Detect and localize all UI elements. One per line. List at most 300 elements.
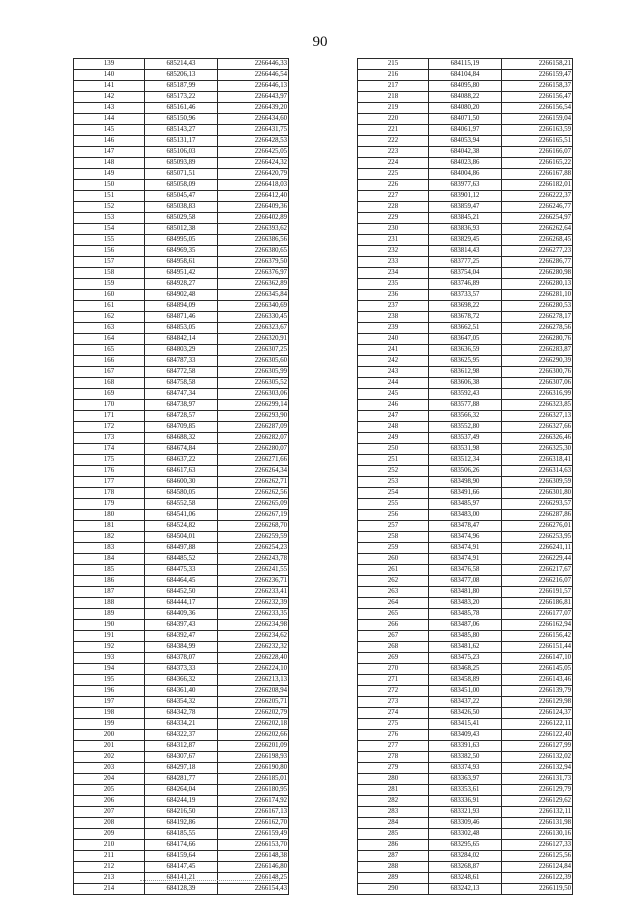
x-coordinate-cell: 684307,67 [145, 752, 218, 763]
point-number-cell: 213 [74, 873, 145, 884]
y-coordinate-cell: 2266154,43 [218, 884, 289, 895]
table-row [74, 268, 289, 279]
x-coordinate-cell: 684397,43 [145, 620, 218, 631]
point-number-cell: 214 [74, 884, 145, 895]
point-number-cell: 249 [358, 433, 429, 444]
y-coordinate-cell: 2266309,59 [502, 477, 573, 488]
table-row [358, 444, 573, 455]
table-row [74, 147, 289, 158]
x-coordinate-cell: 684061,97 [429, 125, 502, 136]
x-coordinate-cell: 683537,49 [429, 433, 502, 444]
y-coordinate-cell: 2266132,11 [502, 807, 573, 818]
y-coordinate-cell: 2266198,93 [218, 752, 289, 763]
x-coordinate-cell: 684728,57 [145, 411, 218, 422]
table-row [74, 829, 289, 840]
point-number-cell: 185 [74, 565, 145, 576]
y-coordinate-cell: 2266282,07 [218, 433, 289, 444]
table-row [74, 400, 289, 411]
x-coordinate-cell: 685029,58 [145, 213, 218, 224]
point-number-cell: 273 [358, 697, 429, 708]
x-coordinate-cell: 684192,86 [145, 818, 218, 829]
table-row [74, 565, 289, 576]
point-number-cell: 190 [74, 620, 145, 631]
table-row [74, 345, 289, 356]
point-number-cell: 224 [358, 158, 429, 169]
point-number-cell: 244 [358, 378, 429, 389]
x-coordinate-cell: 685150,96 [145, 114, 218, 125]
y-coordinate-cell: 2266185,01 [218, 774, 289, 785]
y-coordinate-cell: 2266326,46 [502, 433, 573, 444]
x-coordinate-cell: 683483,20 [429, 598, 502, 609]
point-number-cell: 220 [358, 114, 429, 125]
y-coordinate-cell: 2266167,88 [502, 169, 573, 180]
table-row [74, 851, 289, 862]
table-row [74, 323, 289, 334]
x-coordinate-cell: 683476,58 [429, 565, 502, 576]
x-coordinate-cell: 683302,48 [429, 829, 502, 840]
y-coordinate-cell: 2266147,10 [502, 653, 573, 664]
table-row [358, 290, 573, 301]
y-coordinate-cell: 2266182,01 [502, 180, 573, 191]
table-row [358, 92, 573, 103]
table-row [358, 356, 573, 367]
table-row [74, 422, 289, 433]
y-coordinate-cell: 2266132,94 [502, 763, 573, 774]
point-number-cell: 278 [358, 752, 429, 763]
page-number: 90 [312, 34, 328, 50]
x-coordinate-cell: 683478,47 [429, 521, 502, 532]
point-number-cell: 155 [74, 235, 145, 246]
point-number-cell: 144 [74, 114, 145, 125]
table-row [74, 202, 289, 213]
point-number-cell: 259 [358, 543, 429, 554]
x-coordinate-cell: 683485,97 [429, 499, 502, 510]
x-coordinate-cell: 684147,45 [145, 862, 218, 873]
y-coordinate-cell: 2266280,76 [502, 334, 573, 345]
table-row [74, 741, 289, 752]
point-number-cell: 208 [74, 818, 145, 829]
x-coordinate-cell: 683485,80 [429, 631, 502, 642]
x-coordinate-cell: 684004,86 [429, 169, 502, 180]
x-coordinate-cell: 683363,97 [429, 774, 502, 785]
point-number-cell: 194 [74, 664, 145, 675]
x-coordinate-cell: 684674,84 [145, 444, 218, 455]
x-coordinate-cell: 685161,46 [145, 103, 218, 114]
point-number-cell: 271 [358, 675, 429, 686]
point-number-cell: 158 [74, 268, 145, 279]
point-number-cell: 251 [358, 455, 429, 466]
y-coordinate-cell: 2266434,60 [218, 114, 289, 125]
coordinates-table-left-body [74, 59, 289, 895]
coordinates-table-right [357, 58, 573, 895]
y-coordinate-cell: 2266122,11 [502, 719, 573, 730]
table-row [358, 807, 573, 818]
y-coordinate-cell: 2266320,91 [218, 334, 289, 345]
x-coordinate-cell: 684174,66 [145, 840, 218, 851]
y-coordinate-cell: 2266162,94 [502, 620, 573, 631]
point-number-cell: 228 [358, 202, 429, 213]
table-row [358, 422, 573, 433]
x-coordinate-cell: 683754,04 [429, 268, 502, 279]
x-coordinate-cell: 683698,22 [429, 301, 502, 312]
y-coordinate-cell: 2266446,54 [218, 70, 289, 81]
y-coordinate-cell: 2266148,38 [218, 851, 289, 862]
y-coordinate-cell: 2266243,78 [218, 554, 289, 565]
y-coordinate-cell: 2266439,20 [218, 103, 289, 114]
point-number-cell: 187 [74, 587, 145, 598]
y-coordinate-cell: 2266224,10 [218, 664, 289, 675]
table-row [74, 257, 289, 268]
y-coordinate-cell: 2266236,71 [218, 576, 289, 587]
point-number-cell: 275 [358, 719, 429, 730]
table-row [358, 543, 573, 554]
table-row [358, 741, 573, 752]
point-number-cell: 151 [74, 191, 145, 202]
point-number-cell: 199 [74, 719, 145, 730]
x-coordinate-cell: 684803,29 [145, 345, 218, 356]
y-coordinate-cell: 2266318,41 [502, 455, 573, 466]
x-coordinate-cell: 684366,32 [145, 675, 218, 686]
y-coordinate-cell: 2266271,66 [218, 455, 289, 466]
table-row [358, 862, 573, 873]
y-coordinate-cell: 2266380,65 [218, 246, 289, 257]
table-row [74, 675, 289, 686]
y-coordinate-cell: 2266259,59 [218, 532, 289, 543]
y-coordinate-cell: 2266305,60 [218, 356, 289, 367]
y-coordinate-cell: 2266122,40 [502, 730, 573, 741]
x-coordinate-cell: 684709,85 [145, 422, 218, 433]
x-coordinate-cell: 684378,07 [145, 653, 218, 664]
point-number-cell: 279 [358, 763, 429, 774]
table-row [74, 224, 289, 235]
point-number-cell: 204 [74, 774, 145, 785]
y-coordinate-cell: 2266325,30 [502, 444, 573, 455]
table-row [74, 356, 289, 367]
table-row [358, 598, 573, 609]
x-coordinate-cell: 683636,59 [429, 345, 502, 356]
x-coordinate-cell: 683859,47 [429, 202, 502, 213]
point-number-cell: 256 [358, 510, 429, 521]
x-coordinate-cell: 683474,91 [429, 543, 502, 554]
table-row [74, 378, 289, 389]
table-row [358, 323, 573, 334]
point-number-cell: 246 [358, 400, 429, 411]
y-coordinate-cell: 2266446,13 [218, 81, 289, 92]
point-number-cell: 159 [74, 279, 145, 290]
table-row [74, 499, 289, 510]
point-number-cell: 212 [74, 862, 145, 873]
y-coordinate-cell: 2266216,07 [502, 576, 573, 587]
y-coordinate-cell: 2266119,50 [502, 884, 573, 895]
point-number-cell: 284 [358, 818, 429, 829]
table-row [74, 554, 289, 565]
y-coordinate-cell: 2266129,79 [502, 785, 573, 796]
table-row [358, 620, 573, 631]
footer-divider [140, 880, 280, 881]
y-coordinate-cell: 2266301,80 [502, 488, 573, 499]
x-coordinate-cell: 683592,43 [429, 389, 502, 400]
x-coordinate-cell: 684524,82 [145, 521, 218, 532]
y-coordinate-cell: 2266241,55 [218, 565, 289, 576]
table-row [358, 191, 573, 202]
table-row [74, 774, 289, 785]
table-row [358, 246, 573, 257]
table-row [358, 642, 573, 653]
table-row [358, 631, 573, 642]
point-number-cell: 274 [358, 708, 429, 719]
y-coordinate-cell: 2266299,14 [218, 400, 289, 411]
table-row [74, 191, 289, 202]
table-row [358, 103, 573, 114]
y-coordinate-cell: 2266158,37 [502, 81, 573, 92]
table-row [74, 444, 289, 455]
y-coordinate-cell: 2266300,76 [502, 367, 573, 378]
x-coordinate-cell: 683248,61 [429, 873, 502, 884]
x-coordinate-cell: 684747,34 [145, 389, 218, 400]
table-row [358, 532, 573, 543]
point-number-cell: 205 [74, 785, 145, 796]
point-number-cell: 257 [358, 521, 429, 532]
point-number-cell: 179 [74, 499, 145, 510]
x-coordinate-cell: 684104,84 [429, 70, 502, 81]
x-coordinate-cell: 683475,23 [429, 653, 502, 664]
point-number-cell: 211 [74, 851, 145, 862]
table-row [358, 708, 573, 719]
point-number-cell: 139 [74, 59, 145, 70]
table-row [74, 246, 289, 257]
y-coordinate-cell: 2266229,44 [502, 554, 573, 565]
table-row [358, 125, 573, 136]
coordinates-table-right-body [358, 59, 573, 895]
point-number-cell: 290 [358, 884, 429, 895]
x-coordinate-cell: 683647,05 [429, 334, 502, 345]
point-number-cell: 196 [74, 686, 145, 697]
table-row [74, 312, 289, 323]
point-number-cell: 177 [74, 477, 145, 488]
table-row [358, 400, 573, 411]
point-number-cell: 282 [358, 796, 429, 807]
x-coordinate-cell: 683746,89 [429, 279, 502, 290]
point-number-cell: 286 [358, 840, 429, 851]
y-coordinate-cell: 2266254,23 [218, 543, 289, 554]
y-coordinate-cell: 2266330,45 [218, 312, 289, 323]
x-coordinate-cell: 683829,45 [429, 235, 502, 246]
y-coordinate-cell: 2266323,67 [218, 323, 289, 334]
y-coordinate-cell: 2266443,97 [218, 92, 289, 103]
table-row [74, 763, 289, 774]
y-coordinate-cell: 2266418,03 [218, 180, 289, 191]
table-row [74, 598, 289, 609]
y-coordinate-cell: 2266146,80 [218, 862, 289, 873]
x-coordinate-cell: 683474,96 [429, 532, 502, 543]
y-coordinate-cell: 2266201,09 [218, 741, 289, 752]
x-coordinate-cell: 684297,18 [145, 763, 218, 774]
point-number-cell: 231 [358, 235, 429, 246]
y-coordinate-cell: 2266132,02 [502, 752, 573, 763]
x-coordinate-cell: 684772,58 [145, 367, 218, 378]
point-number-cell: 240 [358, 334, 429, 345]
y-coordinate-cell: 2266262,56 [218, 488, 289, 499]
y-coordinate-cell: 2266186,81 [502, 598, 573, 609]
x-coordinate-cell: 684464,45 [145, 576, 218, 587]
x-coordinate-cell: 683606,38 [429, 378, 502, 389]
x-coordinate-cell: 683284,02 [429, 851, 502, 862]
y-coordinate-cell: 2266208,94 [218, 686, 289, 697]
x-coordinate-cell: 683415,41 [429, 719, 502, 730]
y-coordinate-cell: 2266129,98 [502, 697, 573, 708]
x-coordinate-cell: 683437,22 [429, 697, 502, 708]
table-row [74, 301, 289, 312]
y-coordinate-cell: 2266265,09 [218, 499, 289, 510]
point-number-cell: 160 [74, 290, 145, 301]
y-coordinate-cell: 2266125,56 [502, 851, 573, 862]
point-number-cell: 141 [74, 81, 145, 92]
point-number-cell: 191 [74, 631, 145, 642]
y-coordinate-cell: 2266167,13 [218, 807, 289, 818]
table-row [358, 565, 573, 576]
y-coordinate-cell: 2266287,86 [502, 510, 573, 521]
x-coordinate-cell: 683901,12 [429, 191, 502, 202]
y-coordinate-cell: 2266283,87 [502, 345, 573, 356]
y-coordinate-cell: 2266156,54 [502, 103, 573, 114]
table-row [74, 576, 289, 587]
x-coordinate-cell: 684088,22 [429, 92, 502, 103]
x-coordinate-cell: 684392,47 [145, 631, 218, 642]
table-row [74, 796, 289, 807]
y-coordinate-cell: 2266213,13 [218, 675, 289, 686]
table-row [74, 807, 289, 818]
table-row [74, 334, 289, 345]
point-number-cell: 181 [74, 521, 145, 532]
x-coordinate-cell: 684902,48 [145, 290, 218, 301]
y-coordinate-cell: 2266379,50 [218, 257, 289, 268]
y-coordinate-cell: 2266446,33 [218, 59, 289, 70]
point-number-cell: 201 [74, 741, 145, 752]
x-coordinate-cell: 684958,61 [145, 257, 218, 268]
point-number-cell: 176 [74, 466, 145, 477]
y-coordinate-cell: 2266131,98 [502, 818, 573, 829]
table-row [358, 763, 573, 774]
y-coordinate-cell: 2266268,45 [502, 235, 573, 246]
table-row [74, 587, 289, 598]
x-coordinate-cell: 683498,90 [429, 477, 502, 488]
x-coordinate-cell: 685131,17 [145, 136, 218, 147]
x-coordinate-cell: 684871,46 [145, 312, 218, 323]
x-coordinate-cell: 685038,83 [145, 202, 218, 213]
x-coordinate-cell: 683458,89 [429, 675, 502, 686]
x-coordinate-cell: 684617,63 [145, 466, 218, 477]
point-number-cell: 248 [358, 422, 429, 433]
table-row [358, 70, 573, 81]
y-coordinate-cell: 2266165,22 [502, 158, 573, 169]
x-coordinate-cell: 685173,22 [145, 92, 218, 103]
y-coordinate-cell: 2266159,49 [218, 829, 289, 840]
x-coordinate-cell: 684342,78 [145, 708, 218, 719]
y-coordinate-cell: 2266290,39 [502, 356, 573, 367]
point-number-cell: 164 [74, 334, 145, 345]
x-coordinate-cell: 683309,46 [429, 818, 502, 829]
point-number-cell: 186 [74, 576, 145, 587]
point-number-cell: 180 [74, 510, 145, 521]
table-row [74, 697, 289, 708]
x-coordinate-cell: 684312,87 [145, 741, 218, 752]
x-coordinate-cell: 685106,03 [145, 147, 218, 158]
point-number-cell: 183 [74, 543, 145, 554]
y-coordinate-cell: 2266316,99 [502, 389, 573, 400]
point-number-cell: 156 [74, 246, 145, 257]
table-row [358, 257, 573, 268]
y-coordinate-cell: 2266428,53 [218, 136, 289, 147]
x-coordinate-cell: 683409,43 [429, 730, 502, 741]
point-number-cell: 238 [358, 312, 429, 323]
point-number-cell: 223 [358, 147, 429, 158]
x-coordinate-cell: 683845,21 [429, 213, 502, 224]
point-number-cell: 261 [358, 565, 429, 576]
point-number-cell: 245 [358, 389, 429, 400]
table-row [358, 213, 573, 224]
y-coordinate-cell: 2266143,46 [502, 675, 573, 686]
x-coordinate-cell: 683481,80 [429, 587, 502, 598]
x-coordinate-cell: 684637,22 [145, 455, 218, 466]
point-number-cell: 258 [358, 532, 429, 543]
x-coordinate-cell: 683477,08 [429, 576, 502, 587]
y-coordinate-cell: 2266246,77 [502, 202, 573, 213]
table-row [358, 466, 573, 477]
x-coordinate-cell: 684373,33 [145, 664, 218, 675]
table-row [358, 510, 573, 521]
y-coordinate-cell: 2266327,13 [502, 411, 573, 422]
x-coordinate-cell: 683468,25 [429, 664, 502, 675]
x-coordinate-cell: 683814,43 [429, 246, 502, 257]
point-number-cell: 210 [74, 840, 145, 851]
table-row [358, 81, 573, 92]
table-row [358, 587, 573, 598]
point-number-cell: 268 [358, 642, 429, 653]
y-coordinate-cell: 2266177,07 [502, 609, 573, 620]
table-row [74, 367, 289, 378]
point-number-cell: 250 [358, 444, 429, 455]
point-number-cell: 188 [74, 598, 145, 609]
y-coordinate-cell: 2266345,84 [218, 290, 289, 301]
table-row [358, 378, 573, 389]
point-number-cell: 237 [358, 301, 429, 312]
table-row [358, 609, 573, 620]
point-number-cell: 175 [74, 455, 145, 466]
table-row [358, 873, 573, 884]
y-coordinate-cell: 2266241,11 [502, 543, 573, 554]
point-number-cell: 162 [74, 312, 145, 323]
table-row [74, 125, 289, 136]
point-number-cell: 161 [74, 301, 145, 312]
x-coordinate-cell: 683662,51 [429, 323, 502, 334]
table-row [74, 158, 289, 169]
y-coordinate-cell: 2266202,18 [218, 719, 289, 730]
y-coordinate-cell: 2266124,37 [502, 708, 573, 719]
table-row [358, 818, 573, 829]
x-coordinate-cell: 683336,91 [429, 796, 502, 807]
y-coordinate-cell: 2266281,10 [502, 290, 573, 301]
y-coordinate-cell: 2266139,79 [502, 686, 573, 697]
x-coordinate-cell: 683483,00 [429, 510, 502, 521]
y-coordinate-cell: 2266425,05 [218, 147, 289, 158]
x-coordinate-cell: 684244,19 [145, 796, 218, 807]
y-coordinate-cell: 2266222,37 [502, 191, 573, 202]
x-coordinate-cell: 684842,14 [145, 334, 218, 345]
x-coordinate-cell: 683577,88 [429, 400, 502, 411]
x-coordinate-cell: 685058,09 [145, 180, 218, 191]
x-coordinate-cell: 683353,61 [429, 785, 502, 796]
point-number-cell: 227 [358, 191, 429, 202]
